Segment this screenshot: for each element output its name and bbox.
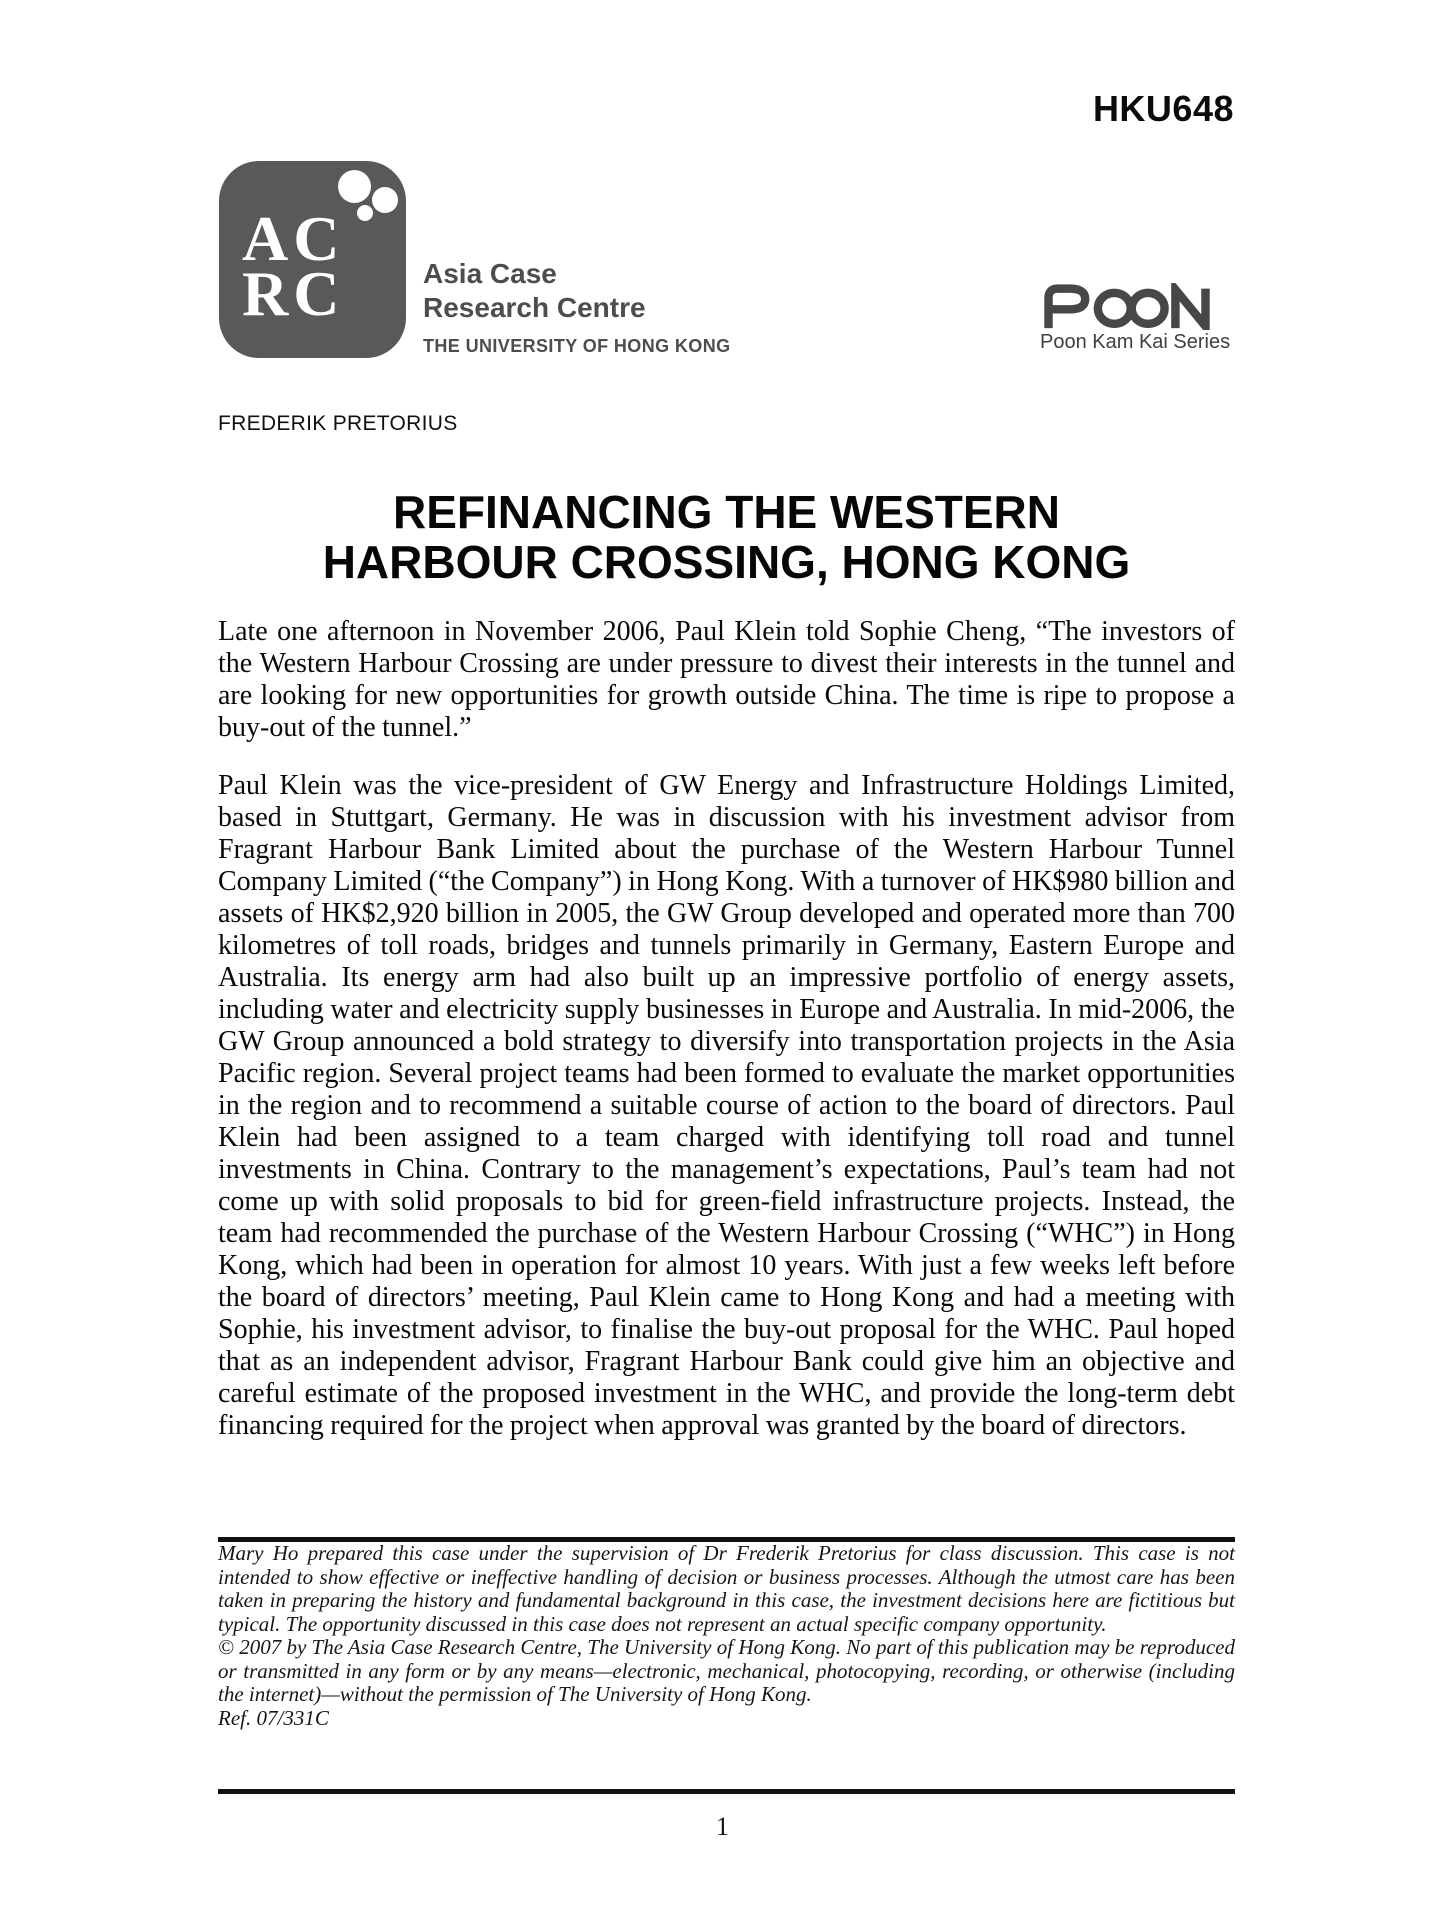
acrc-name-block [423,257,731,357]
author-name: FREDERIK PRETORIUS [218,412,458,435]
page-title-line2: HARBOUR CROSSING, HONG KONG [322,536,1131,588]
footer-rule [218,1789,1235,1794]
page-title [218,487,1235,587]
university-label: THE UNIVERSITY OF HONG KONG [423,336,731,356]
acrc-name-line2: Research Centre [423,292,646,323]
poon-branding [1040,283,1230,354]
preparation-note: Mary Ho prepared this case under the supervision of Dr Frederik Pretorius for class discussion. This case is not intended to show effective or ineffective handling of decision or business processes. Although the utmost care has been taken in preparing the history and fundamental background in this case, the investment decisions here are fictitious but typical. The opportunity discussed in this case does not represent an actual specific company opportunity. [218,1541,1235,1636]
case-code: HKU648 [1092,88,1234,129]
copyright-note: © 2007 by The Asia Case Research Centre, The University of Hong Kong. No part of this publication may be reproduced or transmitted in any form or by any means—electronic, mechanical, photocopying, recording, or otherwise (including the internet)—without the permission of The University of Hong Kong. [218,1635,1235,1706]
bubble-icon [338,170,371,203]
acrc-branding [219,161,839,366]
page-number: 1 [716,1812,729,1841]
bubble-icon [372,187,398,213]
body-paragraph: Late one afternoon in November 2006, Paul Klein told Sophie Cheng, “The investors of the Western Harbour Crossing are under pressure to divest their interests in the tunnel and are looking for new opportunities for growth outside China. The time is ripe to propose a buy-out of the tunnel.” [218,616,1235,743]
acrc-monogram-line1: AC [242,203,345,274]
bubble-icon [357,205,373,221]
acrc-monogram-line2: RC [242,258,345,329]
body-text [218,616,1235,1442]
reference-number: Ref. 07/331C [218,1705,329,1730]
poon-logo [1040,283,1230,330]
page-title-line1: REFINANCING THE WESTERN [393,486,1060,538]
acrc-logo [219,161,406,358]
footnote-block [218,1537,1235,1730]
acrc-name-line1: Asia Case [423,258,557,289]
body-paragraph: Paul Klein was the vice-president of GW Energy and Infrastructure Holdings Limited, based in Stuttgart, Germany. He was in discussion with his investment advisor from Fragrant Harbour Bank Limited about the purchase of the Western Harbour Tunnel Company Limited (“the Company”) in Hong Kong. With a turnover of HK$980 billion and assets of HK$2,920 billion in 2005, the GW Group developed and operated more than 700 kilometres of toll roads, bridges and tunnels primarily in Germany, Eastern Europe and Australia. Its energy arm had also built up an impressive portfolio of energy assets, including water and electricity supply businesses in Europe and Australia. In mid-2006, the GW Group announced a bold strategy to diversify into transportation projects in the Asia Pacific region. Several project teams had been formed to evaluate the market opportunities in the region and to recommend a suitable course of action to the board of directors. Paul Klein had been assigned to a team charged with identifying toll road and tunnel investments in China. Contrary to the management’s expectations, Paul’s team had not come up with solid proposals to bid for green-field infrastructure projects. Instead, the team had recommended the purchase of the Western Harbour Crossing (“WHC”) in Hong Kong, which had been in operation for almost 10 years. With just a few weeks left before the board of directors’ meeting, Paul Klein came to Hong Kong and had a meeting with Sophie, his investment advisor, to finalise the buy-out proposal for the WHC. Paul hoped that as an independent advisor, Fragrant Harbour Bank could give him an objective and careful estimate of the proposed investment in the WHC, and provide the long-term debt financing required for the project when approval was granted by the board of directors. [218,770,1235,1441]
poon-series-label: Poon Kam Kai Series [1040,331,1231,353]
